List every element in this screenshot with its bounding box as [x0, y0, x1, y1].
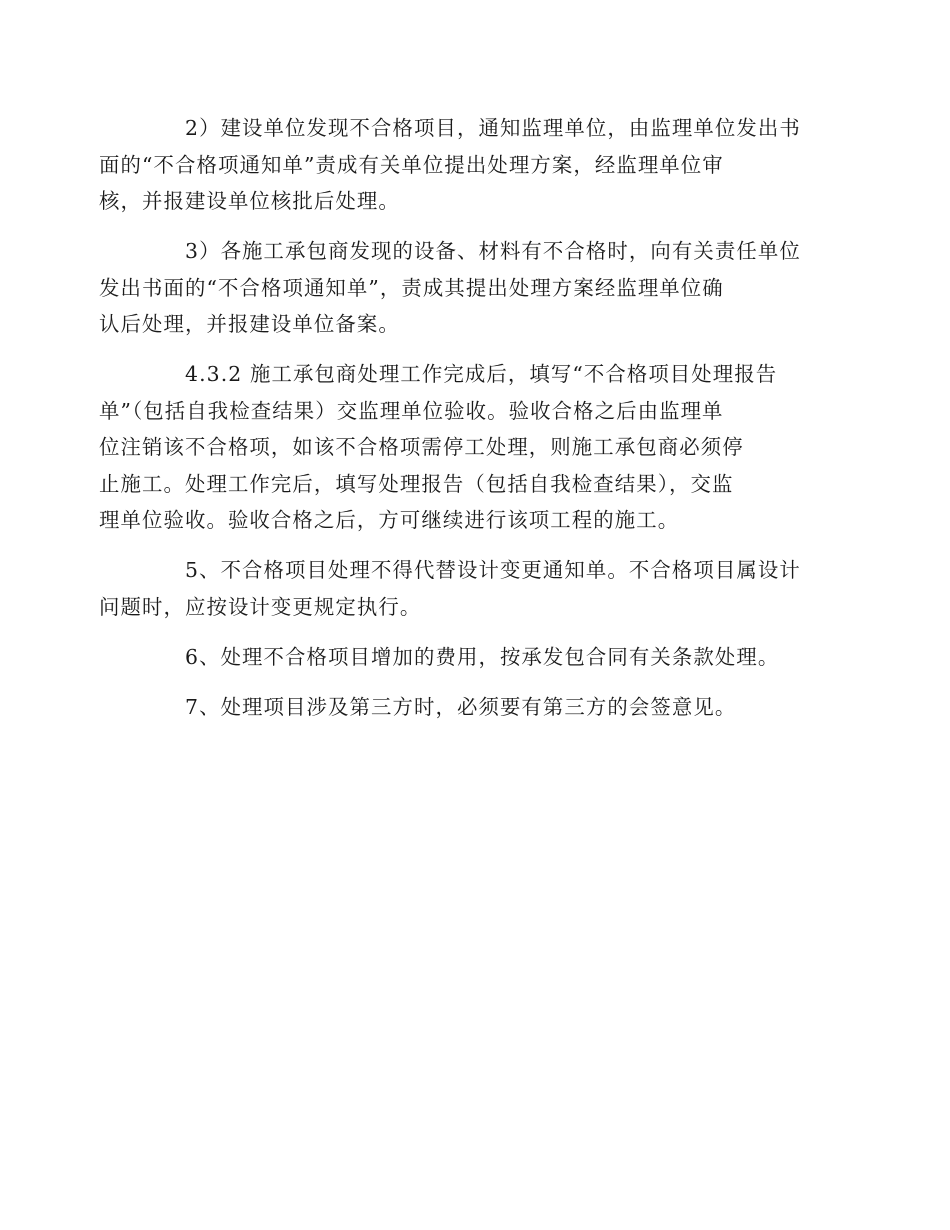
paragraph-item-3: [99, 233, 806, 343]
paragraph-line: 认后处理，并报建设单位备案。: [99, 312, 400, 336]
paragraph-item-2: [99, 110, 806, 220]
paragraph-line: 理单位验收。验收合格之后，方可继续进行该项工程的施工。: [99, 508, 680, 532]
paragraph-item-6: [142, 639, 806, 676]
paragraph-line: 止施工。处理工作完后，填写处理报告（包括自我检查结果），交监: [99, 471, 734, 496]
paragraph-section-4-3-2: [99, 356, 806, 539]
paragraph-line: 7、处理项目涉及第三方时，必须要有第三方的会签意见。: [185, 694, 737, 719]
paragraph-item-7: [142, 689, 806, 726]
paragraph-line: 3）各施工承包商发现的设备、材料有不合格时，向有关责任单位: [185, 239, 801, 263]
paragraph-line: 2）建设单位发现不合格项目，通知监理单位，由监理单位发出书: [185, 116, 801, 140]
paragraph-line: 5、不合格项目处理不得代替设计变更通知单。不合格项目属设计: [185, 558, 801, 582]
paragraph-line: 核，并报建设单位核批后处理。: [99, 189, 400, 213]
paragraph-line: 4.3.2 施工承包商处理工作完成后，填写“不合格项目处理报告: [185, 362, 778, 386]
paragraph-line: 位注销该不合格项，如该不合格项需停工处理，则施工承包商必须停: [99, 435, 744, 459]
paragraph-line: 6、处理不合格项目增加的费用，按承发包合同有关条款处理。: [185, 644, 780, 669]
paragraph-line: 面的“不合格项通知单”责成有关单位提出处理方案，经监理单位审: [99, 152, 724, 177]
paragraph-item-5: [99, 552, 806, 625]
paragraph-line: 发出书面的“不合格项通知单”，责成其提出处理方案经监理单位确: [99, 275, 724, 300]
document-body: [99, 110, 806, 739]
paragraph-line: 问题时，应按设计变更规定执行。: [99, 594, 422, 619]
paragraph-line: 单”（包括自我检查结果）交监理单位验收。验收合格之后由监理单: [99, 398, 724, 423]
